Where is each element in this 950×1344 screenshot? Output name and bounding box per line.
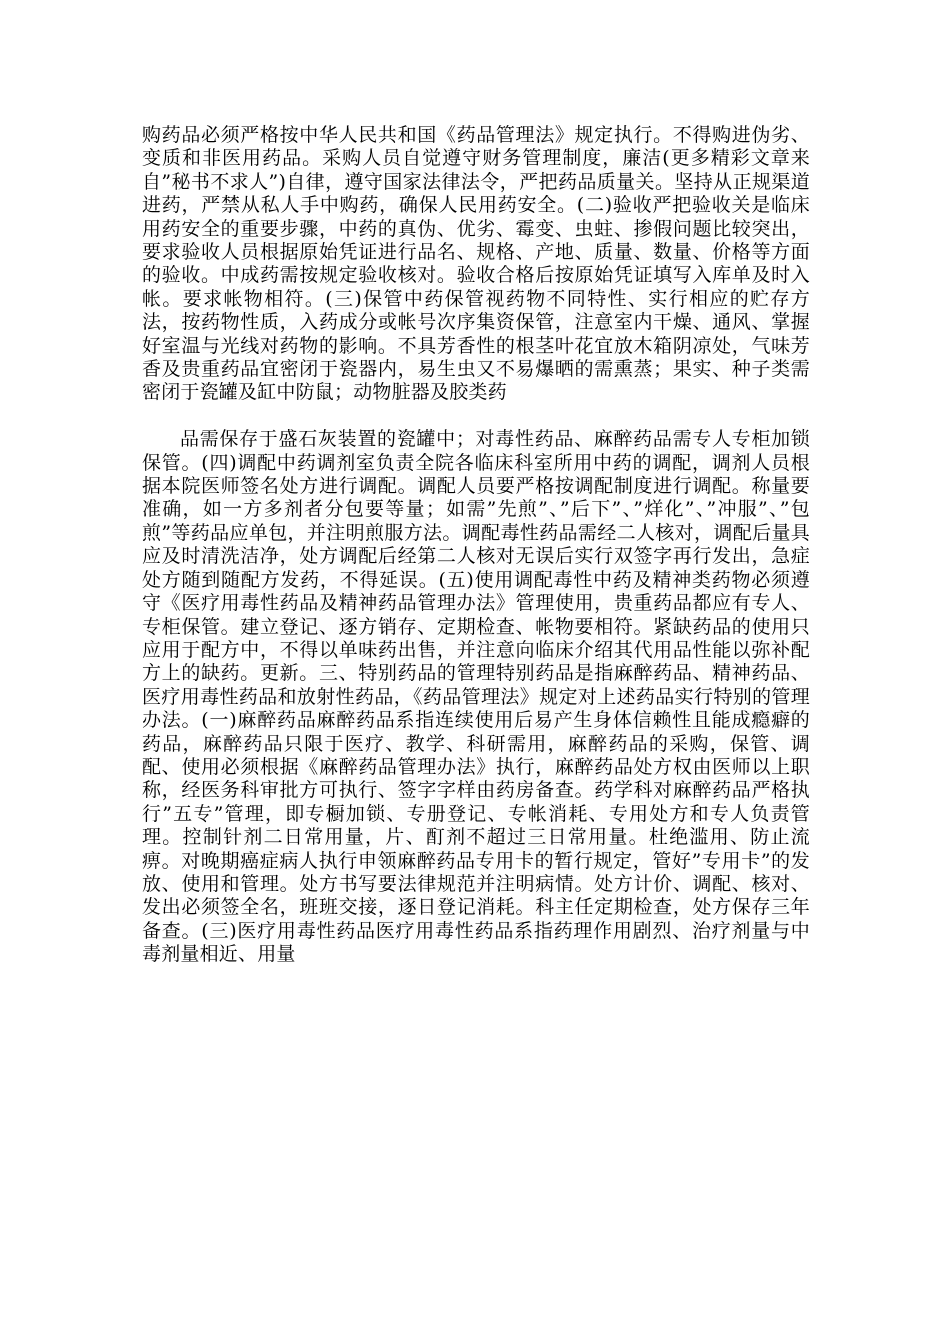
paragraph-1: 购药品必须严格按中华人民共和国《药品管理法》规定执行。不得购进伪劣、变质和非医用药品。采购人员自觉遵守财务管理制度，廉洁(更多精彩文章来自”秘书不求人”)自律，遵守国家法律法令，严把药品质量关。坚持从正规渠道进药，严禁从私人手中购药，确保人民用药安全。(二)验收严把验收关是临床用药安全的重要步骤，中药的真伪、优劣、霉变、虫蛀、掺假问题比较突出，要求验收人员根据原始凭证进行品名、规格、产地、质量、数量、价格等方面的验收。中成药需按规定验收核对。验收合格后按原始凭证填写入库单及时入帐。要求帐物相符。(三)保管中药保管视药物不同特性、实行相应的贮存方法，按药物性质，入药成分或帐号次序集资保管，注意室内干燥、通风、掌握好室温与光线对药物的影响。不具芳香性的根茎叶花宜放木箱阴凉处，气味芳香及贵重药品宜密闭于瓷器内，易生虫又不易爆晒的需熏蒸；果实、种子类需密闭于瓷罐及缸中防鼠；动物脏器及胶类药 — [142, 124, 810, 404]
paragraph-2: 品需保存于盛石灰装置的瓷罐中；对毒性药品、麻醉药品需专人专柜加锁保管。(四)调配中药调剂室负责全院各临床科室所用中药的调配，调剂人员根据本院医师签名处方进行调配。调配人员要严格按调配制度进行调配。称量要准确，如一方多剂者分包要等量；如需”先煎”、”后下”、”烊化”、”冲服”、”包煎”等药品应单包，并注明煎服方法。调配毒性药品需经二人核对，调配后量具应及时清洗洁净，处方调配后经第二人核对无误后实行双签字再行发出，急症处方随到随配方发药，不得延误。(五)使用调配毒性中药及精神类药物必须遵守《医疗用毒性药品及精神药品管理办法》管理使用，贵重药品都应有专人、专柜保管。建立登记、逐方销存、定期检查、帐物要相符。紧缺药品的使用只应用于配方中，不得以单味药出售，并注意向临床介绍其代用品性能以弥补配方上的缺药。更新。三、特别药品的管理特别药品是指麻醉药品、精神药品、医疗用毒性药品和放射性药品，《药品管理法》规定对上述药品实行特别的管理办法。(一)麻醉药品麻醉药品系指连续使用后易产生身体信赖性且能成瘾癖的药品，麻醉药品只限于医疗、教学、科研需用，麻醉药品的采购，保管、调配、使用必须根据《麻醉药品管理办法》执行，麻醉药品处方权由医师以上职称，经医务科审批方可执行、签字字样由药房备查。药学科对麻醉药品严格执行”五专”管理，即专橱加锁、专册登记、专帐消耗、专用处方和专人负责管理。控制针剂二日常用量，片、酊剂不超过三日常用量。杜绝滥用、防止流痹。对晚期癌症病人执行申领麻醉药品专用卡的暂行规定，管好”专用卡”的发放、使用和管理。处方书写要法律规范并注明病情。处方计价、调配、核对、发出必须签全名，班班交接，逐日登记消耗。科主任定期检查，处方保存三年备查。(三)医疗用毒性药品医疗用毒性药品系指药理作用剧烈、治疗剂量与中毒剂量相近、用量 — [142, 428, 810, 966]
document-body — [142, 124, 810, 967]
